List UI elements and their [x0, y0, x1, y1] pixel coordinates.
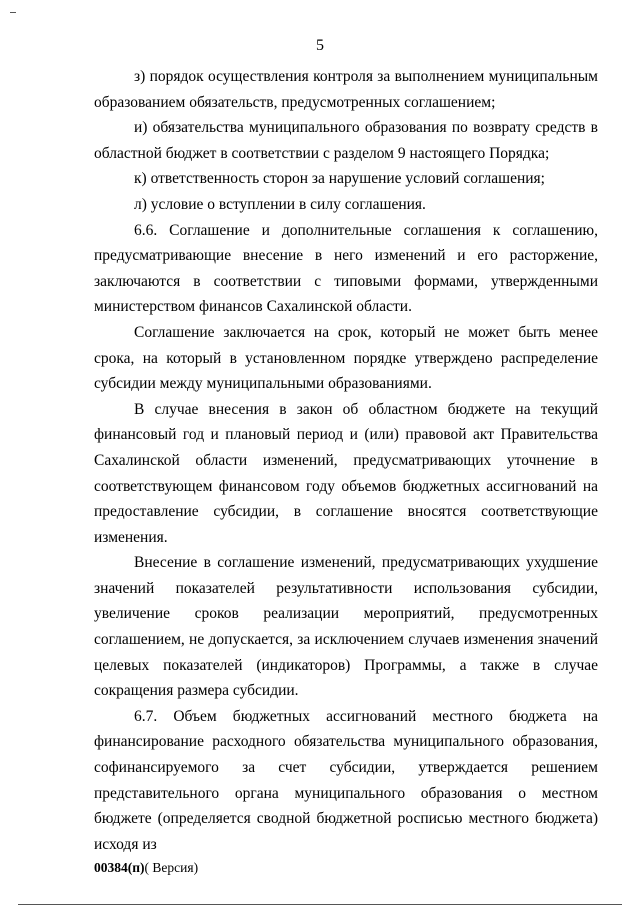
document-body	[94, 64, 598, 857]
page-number: 5	[316, 37, 324, 54]
paragraph-law-changes: В случае внесения в закон об областном бюджете на текущий финансовый год и плановый период и (или) правовой акт Правительства Сахалинской области изменений, предусматривающих уточнение в соответствующем финансовом году объемов бюджетных ассигнований на предоставление субсидии, в соглашение вносятся соответствующие изменения.	[94, 400, 598, 546]
document-footer	[94, 860, 198, 876]
document-version: ( Версия)	[144, 860, 199, 875]
paragraph-item-z: з) порядок осуществления контроля за выполнением муниципальным образованием обязательств, предусмотренных соглашением;	[94, 68, 598, 111]
document-code: 00384(п)	[94, 860, 145, 875]
paragraph-section-6-6: 6.6. Соглашение и дополнительные соглашения к соглашению, предусматривающие внесение в него изменений и его расторжение, заключаются в соответствии с типовыми формами, утвержденными министерством финансов Сахалинской области.	[94, 221, 598, 316]
paragraph-item-l: л) условие о вступлении в силу соглашения.	[134, 195, 426, 213]
paragraph-item-k: к) ответственность сторон за нарушение условий соглашения;	[134, 170, 545, 188]
paragraph-item-i: и) обязательства муниципального образования по возврату средств в областной бюджет в соответствии с разделом 9 настоящего Порядка;	[94, 119, 598, 162]
paragraph-section-6-7: 6.7. Объем бюджетных ассигнований местного бюджета на финансирование расходного обязательства муниципального образования, софинансируемого за счет субсидии, утверждается решением представительного органа муниципального образования о местном бюджете (определяется сводной бюджетной росписью местного бюджета) исходя из	[94, 707, 598, 853]
paragraph-agreement-amendments: Внесение в соглашение изменений, предусматривающих ухудшение значений показателей результативности использования субсидии, увеличение сроков реализации мероприятий, предусмотренных соглашением, не допускается, за исключением случаев изменения значений целевых показателей (индикаторов) Программы, а также в случае сокращения размера субсидии.	[94, 554, 598, 700]
scan-mark	[10, 12, 16, 13]
paragraph-agreement-term: Соглашение заключается на срок, который не может быть менее срока, на который в установленном порядке утверждено распределение субсидии между муниципальными образованиями.	[94, 323, 598, 393]
page-bottom-rule	[18, 904, 622, 905]
